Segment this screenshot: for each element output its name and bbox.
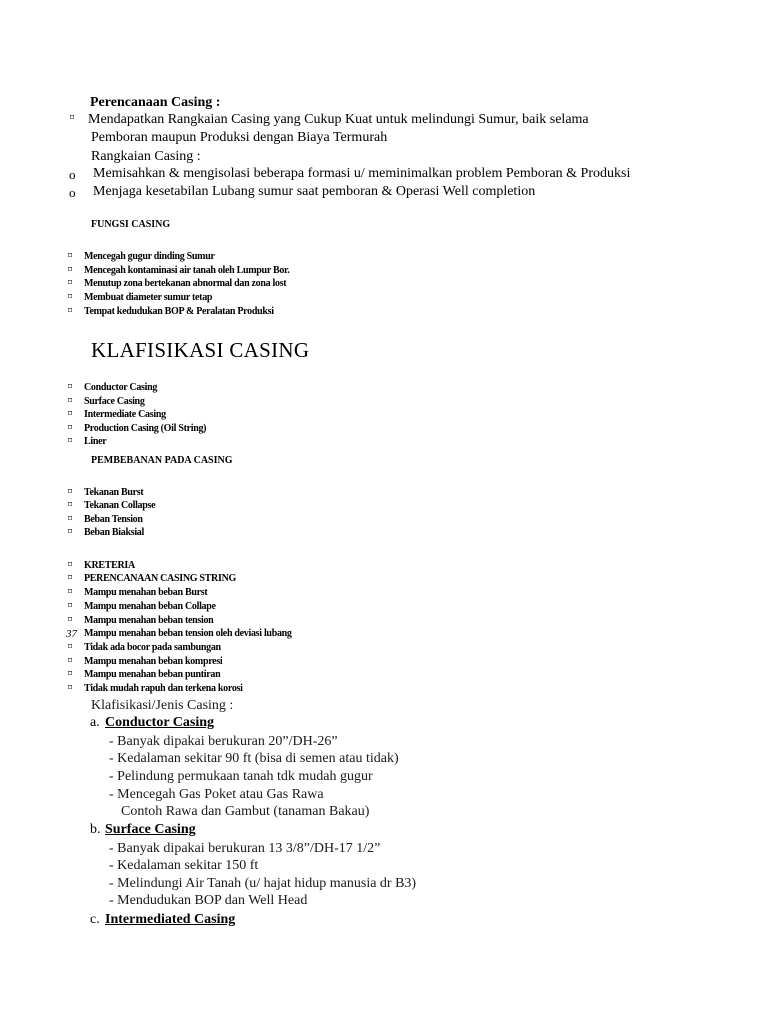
- kreteria-item: PERENCANAAN CASING STRING: [84, 573, 236, 584]
- jenis-b-item: - Kedalaman sekitar 150 ft: [109, 858, 259, 873]
- jenis-b-item: - Mendudukan BOP dan Well Head: [109, 893, 308, 908]
- kreteria-item: Mampu menahan beban tension oleh deviasi lubang: [84, 628, 292, 639]
- bullet-icon: ⌑: [68, 382, 73, 391]
- pembebanan-item: Beban Biaksial: [84, 527, 144, 538]
- fungsi-item: Tempat kedudukan BOP & Peralatan Produksi: [84, 306, 274, 317]
- fungsi-item: Menutup zona bertekanan abnormal dan zona lost: [84, 278, 287, 289]
- bullet-icon: ⌑: [68, 409, 73, 418]
- kreteria-item: Tidak mudah rapuh dan terkena korosi: [84, 683, 243, 694]
- jenis-b-name: Surface Casing: [105, 822, 196, 837]
- bullet-icon: ⌑: [68, 527, 73, 536]
- bullet-icon: ⌑: [70, 113, 75, 122]
- bullet-icon: ⌑: [68, 601, 73, 610]
- perencanaan-item: Memisahkan & mengisolasi beberapa formasi u/ meminimalkan problem Pemboran & Produksi: [93, 166, 631, 181]
- jenis-c-letter: c.: [90, 912, 100, 927]
- pembebanan-item: Beban Tension: [84, 514, 143, 525]
- bullet-icon: ⌑: [68, 423, 73, 432]
- bullet-icon: ⌑: [68, 436, 73, 445]
- jenis-a-name: Conductor Casing: [105, 715, 215, 730]
- kreteria-item: KRETERIA: [84, 560, 135, 571]
- klasifikasi-item: Conductor Casing: [84, 382, 158, 393]
- jenis-b-item: - Melindungi Air Tanah (u/ hajat hidup manusia dr B3): [109, 876, 417, 891]
- perencanaan-title: Perencanaan Casing :: [90, 95, 221, 110]
- jenis-c-name: Intermediated Casing: [105, 912, 236, 927]
- kreteria-item: Mampu menahan beban Burst: [84, 587, 208, 598]
- bullet-icon: ⌑: [68, 656, 73, 665]
- pembebanan-item: Tekanan Burst: [84, 487, 144, 498]
- klasifikasi-item: Production Casing (Oil String): [84, 423, 207, 434]
- jenis-a-letter: a.: [90, 715, 100, 730]
- bullet-icon: ⌑: [68, 669, 73, 678]
- jenis-b-letter: b.: [90, 822, 101, 837]
- fungsi-item: Mencegah kontaminasi air tanah oleh Lumpur Bor.: [84, 265, 290, 276]
- kreteria-item: Tidak ada bocor pada sambungan: [84, 642, 221, 653]
- kreteria-item: Mampu menahan beban tension: [84, 615, 214, 626]
- klasifikasi-item: Liner: [84, 436, 107, 447]
- fungsi-title: FUNGSI CASING: [91, 219, 171, 230]
- jenis-a-contoh: Contoh Rawa dan Gambut (tanaman Bakau): [121, 804, 370, 819]
- bullet-icon: ⌑: [68, 251, 73, 260]
- bullet-icon: ⌑: [68, 292, 73, 301]
- jenis-a-item: - Mencegah Gas Poket atau Gas Rawa: [109, 787, 324, 802]
- perencanaan-line-3: Rangkaian Casing :: [91, 149, 201, 164]
- bullet-icon: ⌑: [68, 306, 73, 315]
- jenis-a-item: - Banyak dipakai berukuran 20”/DH-26”: [109, 734, 338, 749]
- circle-bullet-icon: o: [69, 185, 76, 200]
- bullet-icon: ⌑: [68, 615, 73, 624]
- klasifikasi-title: KLAFISIKASI CASING: [91, 338, 310, 362]
- bullet-icon: ⌑: [68, 278, 73, 287]
- bullet-icon: ⌑: [68, 265, 73, 274]
- perencanaan-line-2: Pemboran maupun Produksi dengan Biaya Termurah: [91, 130, 388, 145]
- bullet-icon: ⌑: [68, 514, 73, 523]
- circle-bullet-icon: o: [69, 167, 76, 182]
- pembebanan-title: PEMBEBANAN PADA CASING: [91, 455, 233, 466]
- kreteria-item: Mampu menahan beban kompresi: [84, 656, 223, 667]
- bullet-icon: ⌑: [68, 500, 73, 509]
- jenis-a-item: - Kedalaman sekitar 90 ft (bisa di semen atau tidak): [109, 751, 399, 766]
- bullet-icon: ⌑: [68, 573, 73, 582]
- bullet-icon: ⌑: [68, 396, 73, 405]
- bullet-icon: ⌑: [68, 642, 73, 651]
- bullet-icon: ⌑: [68, 683, 73, 692]
- bullet-icon: ⌑: [68, 560, 73, 569]
- perencanaan-item: Menjaga kesetabilan Lubang sumur saat pemboran & Operasi Well completion: [93, 184, 536, 199]
- jenis-a-item: - Pelindung permukaan tanah tdk mudah gugur: [109, 769, 373, 784]
- page-marker: 37: [66, 628, 77, 640]
- klasifikasi-item: Intermediate Casing: [84, 409, 166, 420]
- bullet-icon: ⌑: [68, 487, 73, 496]
- fungsi-item: Mencegah gugur dinding Sumur: [84, 251, 215, 262]
- jenis-b-item: - Banyak dipakai berukuran 13 3/8”/DH-17 1/2”: [109, 841, 381, 856]
- pembebanan-item: Tekanan Collapse: [84, 500, 156, 511]
- bullet-icon: ⌑: [68, 587, 73, 596]
- perencanaan-line-1: Mendapatkan Rangkaian Casing yang Cukup Kuat untuk melindungi Sumur, baik selama: [88, 112, 589, 127]
- klasifikasi-item: Surface Casing: [84, 396, 145, 407]
- kreteria-item: Mampu menahan beban Collape: [84, 601, 216, 612]
- jenis-title: Klafisikasi/Jenis Casing :: [91, 698, 234, 713]
- kreteria-item: Mampu menahan beban puntiran: [84, 669, 221, 680]
- fungsi-item: Membuat diameter sumur tetap: [84, 292, 213, 303]
